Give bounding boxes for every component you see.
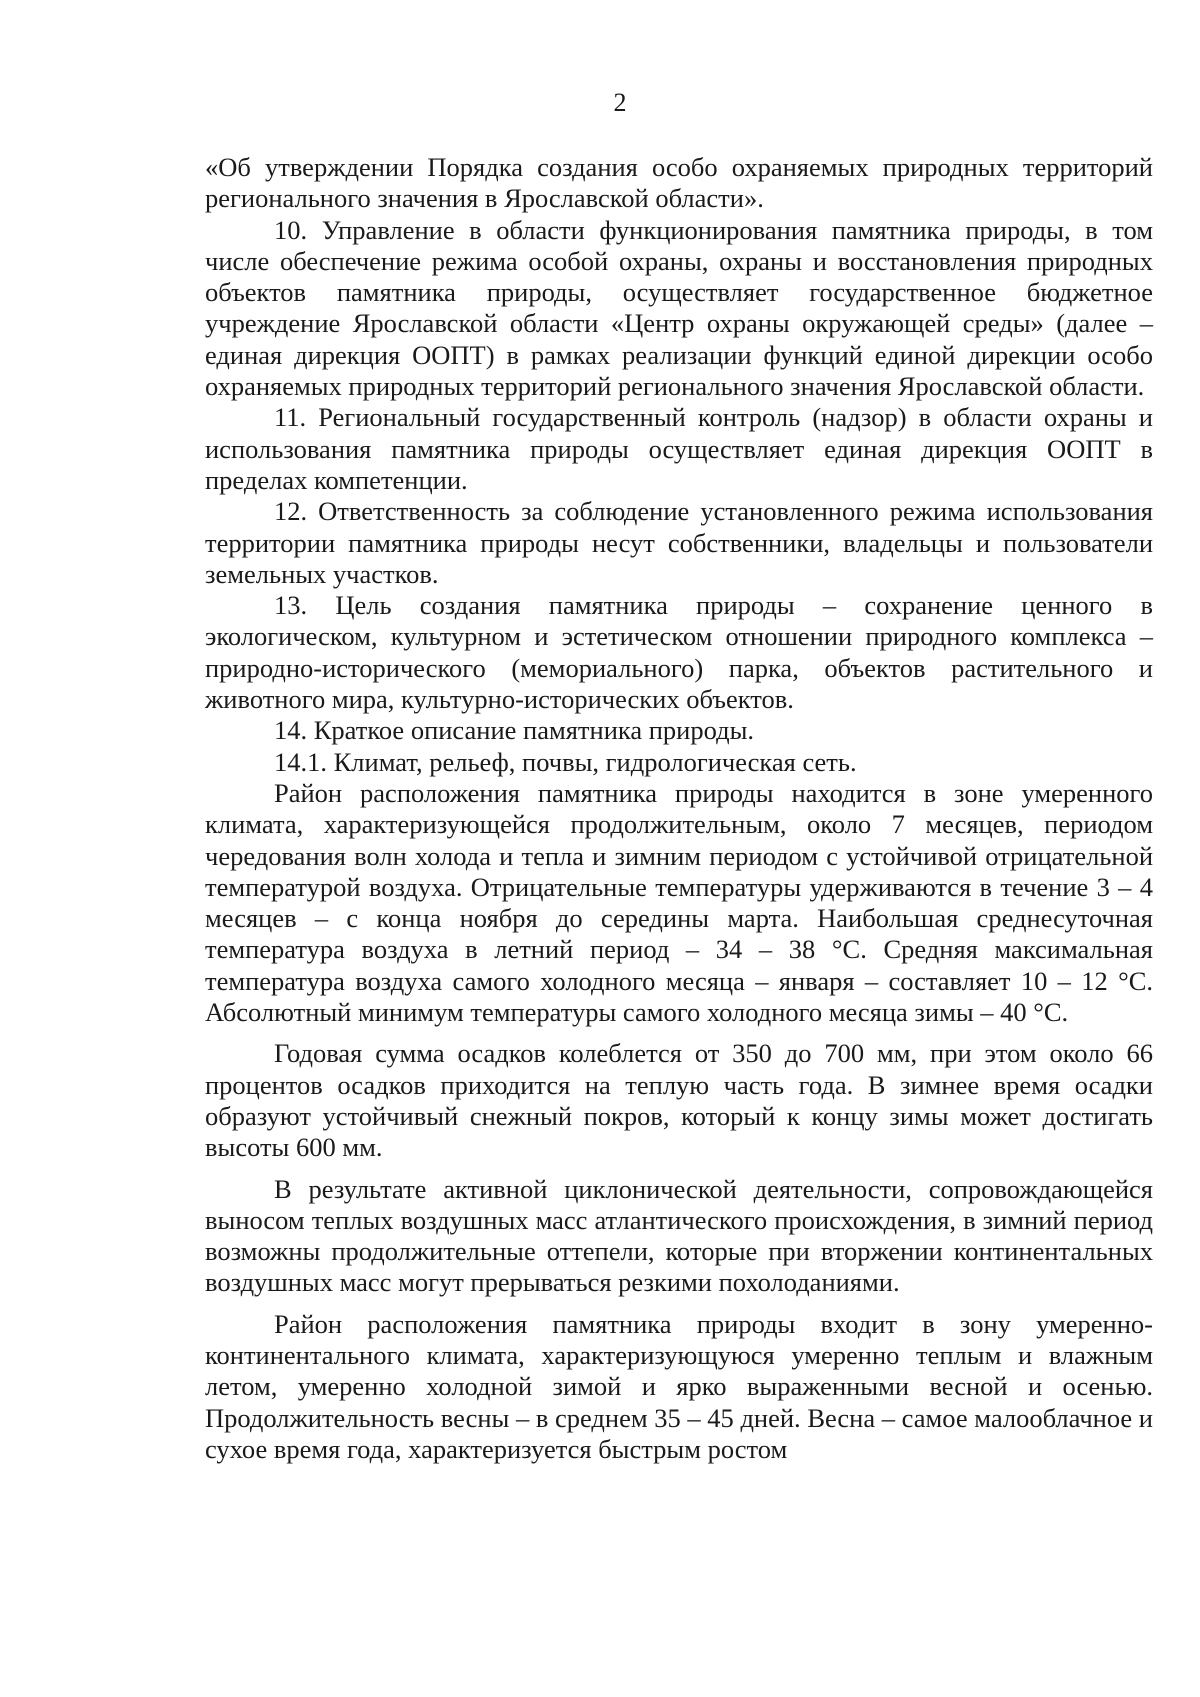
paragraph-13-purpose: 13. Цель создания памятника природы – сохранение ценного в экологическом, культурном и эстетическом отношении природного комплекса – природно-исторического (мемориального) парка, объектов растительного и животного мира, культурно-исторических объектов. (205, 590, 1153, 715)
paragraph-14-1-climate-heading: 14.1. Климат, рельеф, почвы, гидрологическая сеть. (274, 746, 857, 777)
paragraph-12-responsibility: 12. Ответственность за соблюдение установленного режима использования территории памятника природы несут собственники, владельцы и пользователи земельных участков. (205, 496, 1153, 589)
paragraph-cyclonic-activity: В результате активной циклонической деятельности, сопровождающейся выносом теплых воздушных масс атлантического происхождения, в зимний период возможны продолжительные оттепели, которые при вторжении континентальных воздушных масс могут прерываться резкими похолоданиями. (205, 1173, 1153, 1298)
paragraph-precipitation: Годовая сумма осадков колеблется от 350 до 700 мм, при этом около 66 процентов осадков приходится на теплую часть года. В зимнее время осадки образуют устойчивый снежный покров, который к концу зимы может достигать высоты 600 мм. (205, 1038, 1153, 1163)
paragraph-14-description-heading: 14. Краткое описание памятника природы. (274, 715, 755, 746)
paragraph-10-management: 10. Управление в области функционирования памятника природы, в том числе обеспечение режима особой охраны, охраны и восстановления природных объектов памятника природы, осуществляет государственное бюджетное учреждение Ярославской области «Центр охраны окружающей среды» (далее – единая дирекция ООПТ) в рамках реализации функций единой дирекции особо охраняемых природных территорий регионального значения Ярославской области. (205, 214, 1153, 402)
document-body (205, 152, 1153, 1465)
paragraph-climate-temperature: Район расположения памятника природы находится в зоне умеренного климата, характеризующейся продолжительным, около 7 месяцев, периодом чередования волн холода и тепла и зимним периодом с устойчивой отрицательной температурой воздуха. Отрицательные температуры удерживаются в течение 3 – 4 месяцев – с конца ноября до середины марта. Наибольшая среднесуточная температура воздуха в летний период – 34 – 38 °C. Средняя максимальная температура воздуха самого холодного месяца – января – составляет 10 – 12 °C. Абсолютный минимум температуры самого холодного месяца зимы – 40 °C. (205, 777, 1153, 1028)
paragraph-11-regional-control: 11. Региональный государственный контроль (надзор) в области охраны и использования памятника природы осуществляет единая дирекция ООПТ в пределах компетенции. (205, 402, 1153, 495)
paragraph-order-title-continuation: «Об утверждении Порядка создания особо охраняемых природных территорий регионального значения в Ярославской области». (205, 152, 1153, 214)
paragraph-continental-climate: Район расположения памятника природы входит в зону умеренно-континентального климата, характеризующуюся умеренно теплым и влажным летом, умеренно холодной зимой и ярко выраженными весной и осенью. Продолжительность весны – в среднем 35 – 45 дней. Весна – самое малооблачное и сухое время года, характеризуется быстрым ростом (205, 1308, 1153, 1464)
page-number: 2 (613, 88, 627, 117)
